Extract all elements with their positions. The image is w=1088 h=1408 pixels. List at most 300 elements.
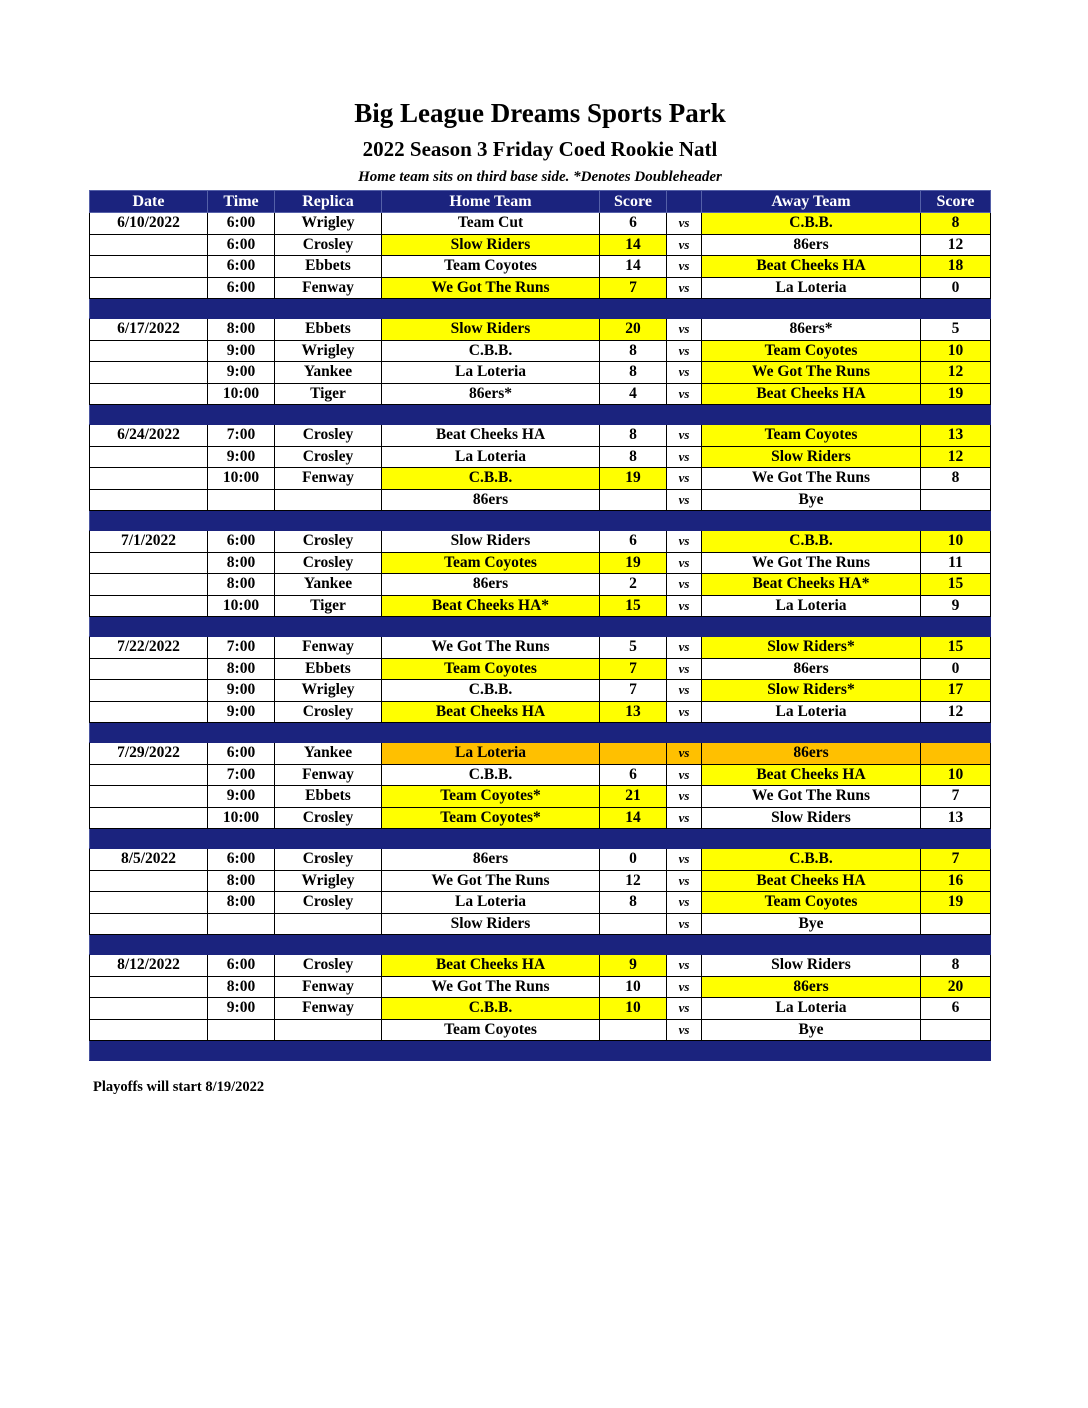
away-score-cell: 0 <box>921 658 991 680</box>
date-cell: 6/17/2022 <box>90 319 208 341</box>
separator-cell <box>667 617 702 637</box>
time-cell: 8:00 <box>208 574 275 596</box>
vs-cell: vs <box>667 701 702 723</box>
away-team-cell: 86ers <box>702 234 921 256</box>
away-score-cell: 7 <box>921 786 991 808</box>
vs-cell: vs <box>667 658 702 680</box>
week-separator-row <box>90 935 991 955</box>
playoffs-note: Playoffs will start 8/19/2022 <box>93 1079 265 1095</box>
separator-cell <box>275 617 382 637</box>
time-cell <box>208 913 275 935</box>
separator-cell <box>600 829 667 849</box>
home-team-cell: C.B.B. <box>382 764 600 786</box>
away-team-cell: Slow Riders* <box>702 680 921 702</box>
away-score-cell: 0 <box>921 277 991 299</box>
home-team-cell: 86ers* <box>382 383 600 405</box>
away-team-cell: C.B.B. <box>702 213 921 235</box>
away-team-cell: Slow Riders* <box>702 637 921 659</box>
separator-cell <box>382 1041 600 1061</box>
home-team-cell: Team Coyotes <box>382 256 600 278</box>
time-cell: 8:00 <box>208 976 275 998</box>
header-time: Time <box>208 191 275 213</box>
replica-cell: Crosley <box>275 531 382 553</box>
time-cell: 6:00 <box>208 531 275 553</box>
time-cell: 9:00 <box>208 786 275 808</box>
away-score-cell: 12 <box>921 234 991 256</box>
replica-cell: Crosley <box>275 701 382 723</box>
date-cell: 6/10/2022 <box>90 213 208 235</box>
home-team-cell: Beat Cheeks HA <box>382 955 600 977</box>
away-score-cell <box>921 913 991 935</box>
vs-cell: vs <box>667 913 702 935</box>
time-cell: 9:00 <box>208 680 275 702</box>
vs-cell: vs <box>667 743 702 765</box>
replica-cell: Yankee <box>275 743 382 765</box>
separator-cell <box>702 299 921 319</box>
home-score-cell <box>600 489 667 511</box>
schedule-note: Home team sits on third base side. *Denotes Doubleheader <box>358 169 722 185</box>
separator-cell <box>921 511 991 531</box>
replica-cell: Ebbets <box>275 786 382 808</box>
separator-cell <box>702 1041 921 1061</box>
away-team-cell: La Loteria <box>702 998 921 1020</box>
game-row <box>90 595 991 617</box>
time-cell: 10:00 <box>208 468 275 490</box>
game-row <box>90 637 991 659</box>
home-team-cell: Slow Riders <box>382 531 600 553</box>
separator-cell <box>667 1041 702 1061</box>
home-score-cell: 10 <box>600 976 667 998</box>
home-team-cell: Slow Riders <box>382 234 600 256</box>
home-score-cell: 14 <box>600 256 667 278</box>
time-cell: 9:00 <box>208 340 275 362</box>
away-team-cell: 86ers <box>702 658 921 680</box>
separator-cell <box>90 617 208 637</box>
away-score-cell: 16 <box>921 870 991 892</box>
away-score-cell: 13 <box>921 425 991 447</box>
game-row <box>90 574 991 596</box>
date-cell <box>90 446 208 468</box>
replica-cell: Crosley <box>275 234 382 256</box>
date-cell <box>90 489 208 511</box>
header-home-score: Score <box>600 191 667 213</box>
away-team-cell: Team Coyotes <box>702 340 921 362</box>
time-cell: 10:00 <box>208 383 275 405</box>
replica-cell: Wrigley <box>275 870 382 892</box>
replica-cell: Fenway <box>275 998 382 1020</box>
separator-cell <box>382 723 600 743</box>
separator-cell <box>382 511 600 531</box>
week-separator-row <box>90 723 991 743</box>
away-score-cell: 13 <box>921 807 991 829</box>
game-row <box>90 446 991 468</box>
time-cell: 6:00 <box>208 849 275 871</box>
home-team-cell: La Loteria <box>382 892 600 914</box>
date-cell <box>90 340 208 362</box>
time-cell: 10:00 <box>208 807 275 829</box>
date-cell <box>90 913 208 935</box>
home-team-cell: C.B.B. <box>382 680 600 702</box>
separator-cell <box>208 617 275 637</box>
week-separator-row <box>90 617 991 637</box>
home-team-cell: Team Coyotes <box>382 1019 600 1041</box>
separator-cell <box>667 935 702 955</box>
home-score-cell: 19 <box>600 552 667 574</box>
separator-cell <box>667 405 702 425</box>
time-cell: 7:00 <box>208 764 275 786</box>
separator-cell <box>382 935 600 955</box>
home-team-cell: Slow Riders <box>382 913 600 935</box>
vs-cell: vs <box>667 680 702 702</box>
home-team-cell: Beat Cheeks HA* <box>382 595 600 617</box>
home-score-cell <box>600 1019 667 1041</box>
separator-cell <box>921 299 991 319</box>
time-cell: 9:00 <box>208 998 275 1020</box>
time-cell: 10:00 <box>208 595 275 617</box>
home-team-cell: We Got The Runs <box>382 870 600 892</box>
separator-cell <box>702 617 921 637</box>
page-title: Big League Dreams Sports Park <box>354 98 726 128</box>
vs-cell: vs <box>667 340 702 362</box>
away-team-cell: La Loteria <box>702 595 921 617</box>
home-score-cell: 7 <box>600 277 667 299</box>
game-row <box>90 468 991 490</box>
away-score-cell: 6 <box>921 998 991 1020</box>
date-cell: 7/29/2022 <box>90 743 208 765</box>
vs-cell: vs <box>667 998 702 1020</box>
separator-cell <box>275 511 382 531</box>
replica-cell: Fenway <box>275 764 382 786</box>
away-team-cell: Beat Cheeks HA <box>702 870 921 892</box>
game-row <box>90 807 991 829</box>
replica-cell: Yankee <box>275 574 382 596</box>
game-row <box>90 340 991 362</box>
date-cell <box>90 552 208 574</box>
home-score-cell: 8 <box>600 425 667 447</box>
replica-cell: Wrigley <box>275 340 382 362</box>
home-score-cell: 6 <box>600 531 667 553</box>
away-score-cell <box>921 1019 991 1041</box>
vs-cell: vs <box>667 955 702 977</box>
date-cell <box>90 976 208 998</box>
away-team-cell: We Got The Runs <box>702 552 921 574</box>
replica-cell: Fenway <box>275 277 382 299</box>
away-team-cell: We Got The Runs <box>702 362 921 384</box>
time-cell: 6:00 <box>208 234 275 256</box>
date-cell <box>90 680 208 702</box>
home-team-cell: 86ers <box>382 489 600 511</box>
vs-cell: vs <box>667 849 702 871</box>
away-score-cell: 11 <box>921 552 991 574</box>
time-cell: 9:00 <box>208 362 275 384</box>
time-cell: 6:00 <box>208 743 275 765</box>
game-row <box>90 764 991 786</box>
away-team-cell: La Loteria <box>702 701 921 723</box>
separator-cell <box>90 723 208 743</box>
away-score-cell: 10 <box>921 764 991 786</box>
away-team-cell: Slow Riders <box>702 955 921 977</box>
vs-cell: vs <box>667 1019 702 1041</box>
game-row <box>90 362 991 384</box>
schedule-body <box>90 213 991 1061</box>
replica-cell: Fenway <box>275 468 382 490</box>
home-score-cell: 10 <box>600 998 667 1020</box>
replica-cell: Wrigley <box>275 213 382 235</box>
time-cell: 6:00 <box>208 277 275 299</box>
away-team-cell: 86ers <box>702 743 921 765</box>
vs-cell: vs <box>667 574 702 596</box>
home-team-cell: C.B.B. <box>382 998 600 1020</box>
away-score-cell: 17 <box>921 680 991 702</box>
date-cell: 7/22/2022 <box>90 637 208 659</box>
date-cell <box>90 701 208 723</box>
separator-cell <box>382 829 600 849</box>
time-cell: 6:00 <box>208 213 275 235</box>
time-cell: 6:00 <box>208 256 275 278</box>
date-cell <box>90 807 208 829</box>
game-row <box>90 955 991 977</box>
away-team-cell: 86ers* <box>702 319 921 341</box>
separator-cell <box>667 299 702 319</box>
time-cell: 8:00 <box>208 870 275 892</box>
time-cell: 8:00 <box>208 319 275 341</box>
away-team-cell: Slow Riders <box>702 807 921 829</box>
date-cell <box>90 383 208 405</box>
replica-cell: Ebbets <box>275 319 382 341</box>
away-team-cell: Beat Cheeks HA <box>702 764 921 786</box>
separator-cell <box>208 723 275 743</box>
header-vs <box>667 191 702 213</box>
away-score-cell: 12 <box>921 362 991 384</box>
separator-cell <box>600 723 667 743</box>
home-team-cell: We Got The Runs <box>382 637 600 659</box>
home-team-cell: C.B.B. <box>382 340 600 362</box>
away-team-cell: Team Coyotes <box>702 892 921 914</box>
away-score-cell: 10 <box>921 340 991 362</box>
vs-cell: vs <box>667 256 702 278</box>
home-score-cell: 8 <box>600 362 667 384</box>
away-team-cell: Slow Riders <box>702 446 921 468</box>
separator-cell <box>275 299 382 319</box>
separator-cell <box>90 829 208 849</box>
header-away-score: Score <box>921 191 991 213</box>
vs-cell: vs <box>667 786 702 808</box>
away-score-cell: 7 <box>921 849 991 871</box>
separator-cell <box>208 1041 275 1061</box>
separator-cell <box>275 405 382 425</box>
separator-cell <box>208 829 275 849</box>
date-cell <box>90 892 208 914</box>
away-team-cell: C.B.B. <box>702 531 921 553</box>
separator-cell <box>600 405 667 425</box>
replica-cell: Crosley <box>275 425 382 447</box>
week-separator-row <box>90 405 991 425</box>
date-cell <box>90 595 208 617</box>
home-score-cell: 9 <box>600 955 667 977</box>
date-cell <box>90 256 208 278</box>
home-score-cell: 21 <box>600 786 667 808</box>
time-cell: 9:00 <box>208 446 275 468</box>
separator-cell <box>600 935 667 955</box>
replica-cell: Crosley <box>275 955 382 977</box>
home-team-cell: Beat Cheeks HA <box>382 701 600 723</box>
date-cell <box>90 658 208 680</box>
home-team-cell: Team Coyotes* <box>382 807 600 829</box>
vs-cell: vs <box>667 425 702 447</box>
separator-cell <box>600 299 667 319</box>
separator-cell <box>208 299 275 319</box>
away-score-cell <box>921 489 991 511</box>
game-row <box>90 256 991 278</box>
separator-cell <box>275 1041 382 1061</box>
header-home-team: Home Team <box>382 191 600 213</box>
separator-cell <box>921 617 991 637</box>
vs-cell: vs <box>667 468 702 490</box>
week-separator-row <box>90 511 991 531</box>
away-team-cell: We Got The Runs <box>702 468 921 490</box>
vs-cell: vs <box>667 892 702 914</box>
separator-cell <box>667 723 702 743</box>
separator-cell <box>208 935 275 955</box>
home-score-cell: 13 <box>600 701 667 723</box>
replica-cell <box>275 489 382 511</box>
vs-cell: vs <box>667 277 702 299</box>
vs-cell: vs <box>667 807 702 829</box>
separator-cell <box>600 1041 667 1061</box>
away-score-cell: 19 <box>921 892 991 914</box>
vs-cell: vs <box>667 489 702 511</box>
separator-cell <box>702 511 921 531</box>
separator-cell <box>208 511 275 531</box>
replica-cell: Crosley <box>275 849 382 871</box>
away-score-cell: 20 <box>921 976 991 998</box>
home-score-cell: 6 <box>600 213 667 235</box>
replica-cell: Tiger <box>275 595 382 617</box>
away-team-cell: We Got The Runs <box>702 786 921 808</box>
separator-cell <box>667 511 702 531</box>
separator-cell <box>921 723 991 743</box>
away-team-cell: Bye <box>702 913 921 935</box>
date-cell <box>90 998 208 1020</box>
vs-cell: vs <box>667 213 702 235</box>
separator-cell <box>600 511 667 531</box>
replica-cell: Crosley <box>275 892 382 914</box>
date-cell: 8/12/2022 <box>90 955 208 977</box>
separator-cell <box>208 405 275 425</box>
replica-cell: Fenway <box>275 637 382 659</box>
page-subtitle: 2022 Season 3 Friday Coed Rookie Natl <box>362 137 718 161</box>
separator-cell <box>382 299 600 319</box>
away-score-cell: 10 <box>921 531 991 553</box>
game-row <box>90 319 991 341</box>
replica-cell: Wrigley <box>275 680 382 702</box>
away-score-cell <box>921 743 991 765</box>
home-team-cell: Team Coyotes <box>382 658 600 680</box>
away-score-cell: 12 <box>921 701 991 723</box>
replica-cell: Crosley <box>275 552 382 574</box>
game-row <box>90 743 991 765</box>
vs-cell: vs <box>667 764 702 786</box>
home-score-cell: 14 <box>600 234 667 256</box>
home-score-cell: 19 <box>600 468 667 490</box>
game-row <box>90 658 991 680</box>
home-team-cell: La Loteria <box>382 743 600 765</box>
separator-cell <box>600 617 667 637</box>
date-cell <box>90 234 208 256</box>
time-cell: 9:00 <box>208 701 275 723</box>
home-team-cell: Beat Cheeks HA <box>382 425 600 447</box>
replica-cell <box>275 1019 382 1041</box>
vs-cell: vs <box>667 362 702 384</box>
replica-cell: Tiger <box>275 383 382 405</box>
date-cell <box>90 574 208 596</box>
home-team-cell: We Got The Runs <box>382 976 600 998</box>
date-cell <box>90 277 208 299</box>
separator-cell <box>702 405 921 425</box>
away-team-cell: La Loteria <box>702 277 921 299</box>
separator-cell <box>90 935 208 955</box>
vs-cell: vs <box>667 870 702 892</box>
home-score-cell: 20 <box>600 319 667 341</box>
game-row <box>90 913 991 935</box>
away-team-cell: Beat Cheeks HA <box>702 256 921 278</box>
separator-cell <box>90 1041 208 1061</box>
replica-cell: Ebbets <box>275 658 382 680</box>
header-away-team: Away Team <box>702 191 921 213</box>
week-separator-row <box>90 299 991 319</box>
away-team-cell: Bye <box>702 1019 921 1041</box>
home-team-cell: La Loteria <box>382 362 600 384</box>
game-row <box>90 1019 991 1041</box>
time-cell <box>208 1019 275 1041</box>
date-cell <box>90 1019 208 1041</box>
home-team-cell: Team Coyotes* <box>382 786 600 808</box>
replica-cell: Yankee <box>275 362 382 384</box>
home-score-cell: 15 <box>600 595 667 617</box>
away-score-cell: 8 <box>921 468 991 490</box>
time-cell: 7:00 <box>208 637 275 659</box>
away-team-cell: 86ers <box>702 976 921 998</box>
separator-cell <box>921 935 991 955</box>
home-score-cell: 7 <box>600 658 667 680</box>
game-row <box>90 849 991 871</box>
home-score-cell: 0 <box>600 849 667 871</box>
away-team-cell: Team Coyotes <box>702 425 921 447</box>
home-team-cell: La Loteria <box>382 446 600 468</box>
home-score-cell: 8 <box>600 892 667 914</box>
date-cell <box>90 764 208 786</box>
game-row <box>90 892 991 914</box>
away-team-cell: Beat Cheeks HA* <box>702 574 921 596</box>
vs-cell: vs <box>667 383 702 405</box>
vs-cell: vs <box>667 531 702 553</box>
home-score-cell: 5 <box>600 637 667 659</box>
vs-cell: vs <box>667 595 702 617</box>
home-score-cell <box>600 743 667 765</box>
replica-cell: Ebbets <box>275 256 382 278</box>
home-team-cell: 86ers <box>382 849 600 871</box>
separator-cell <box>275 935 382 955</box>
time-cell: 8:00 <box>208 658 275 680</box>
schedule-table <box>89 190 991 1061</box>
home-team-cell: Slow Riders <box>382 319 600 341</box>
separator-cell <box>275 723 382 743</box>
home-team-cell: C.B.B. <box>382 468 600 490</box>
date-cell: 7/1/2022 <box>90 531 208 553</box>
home-score-cell: 8 <box>600 340 667 362</box>
vs-cell: vs <box>667 552 702 574</box>
time-cell <box>208 489 275 511</box>
